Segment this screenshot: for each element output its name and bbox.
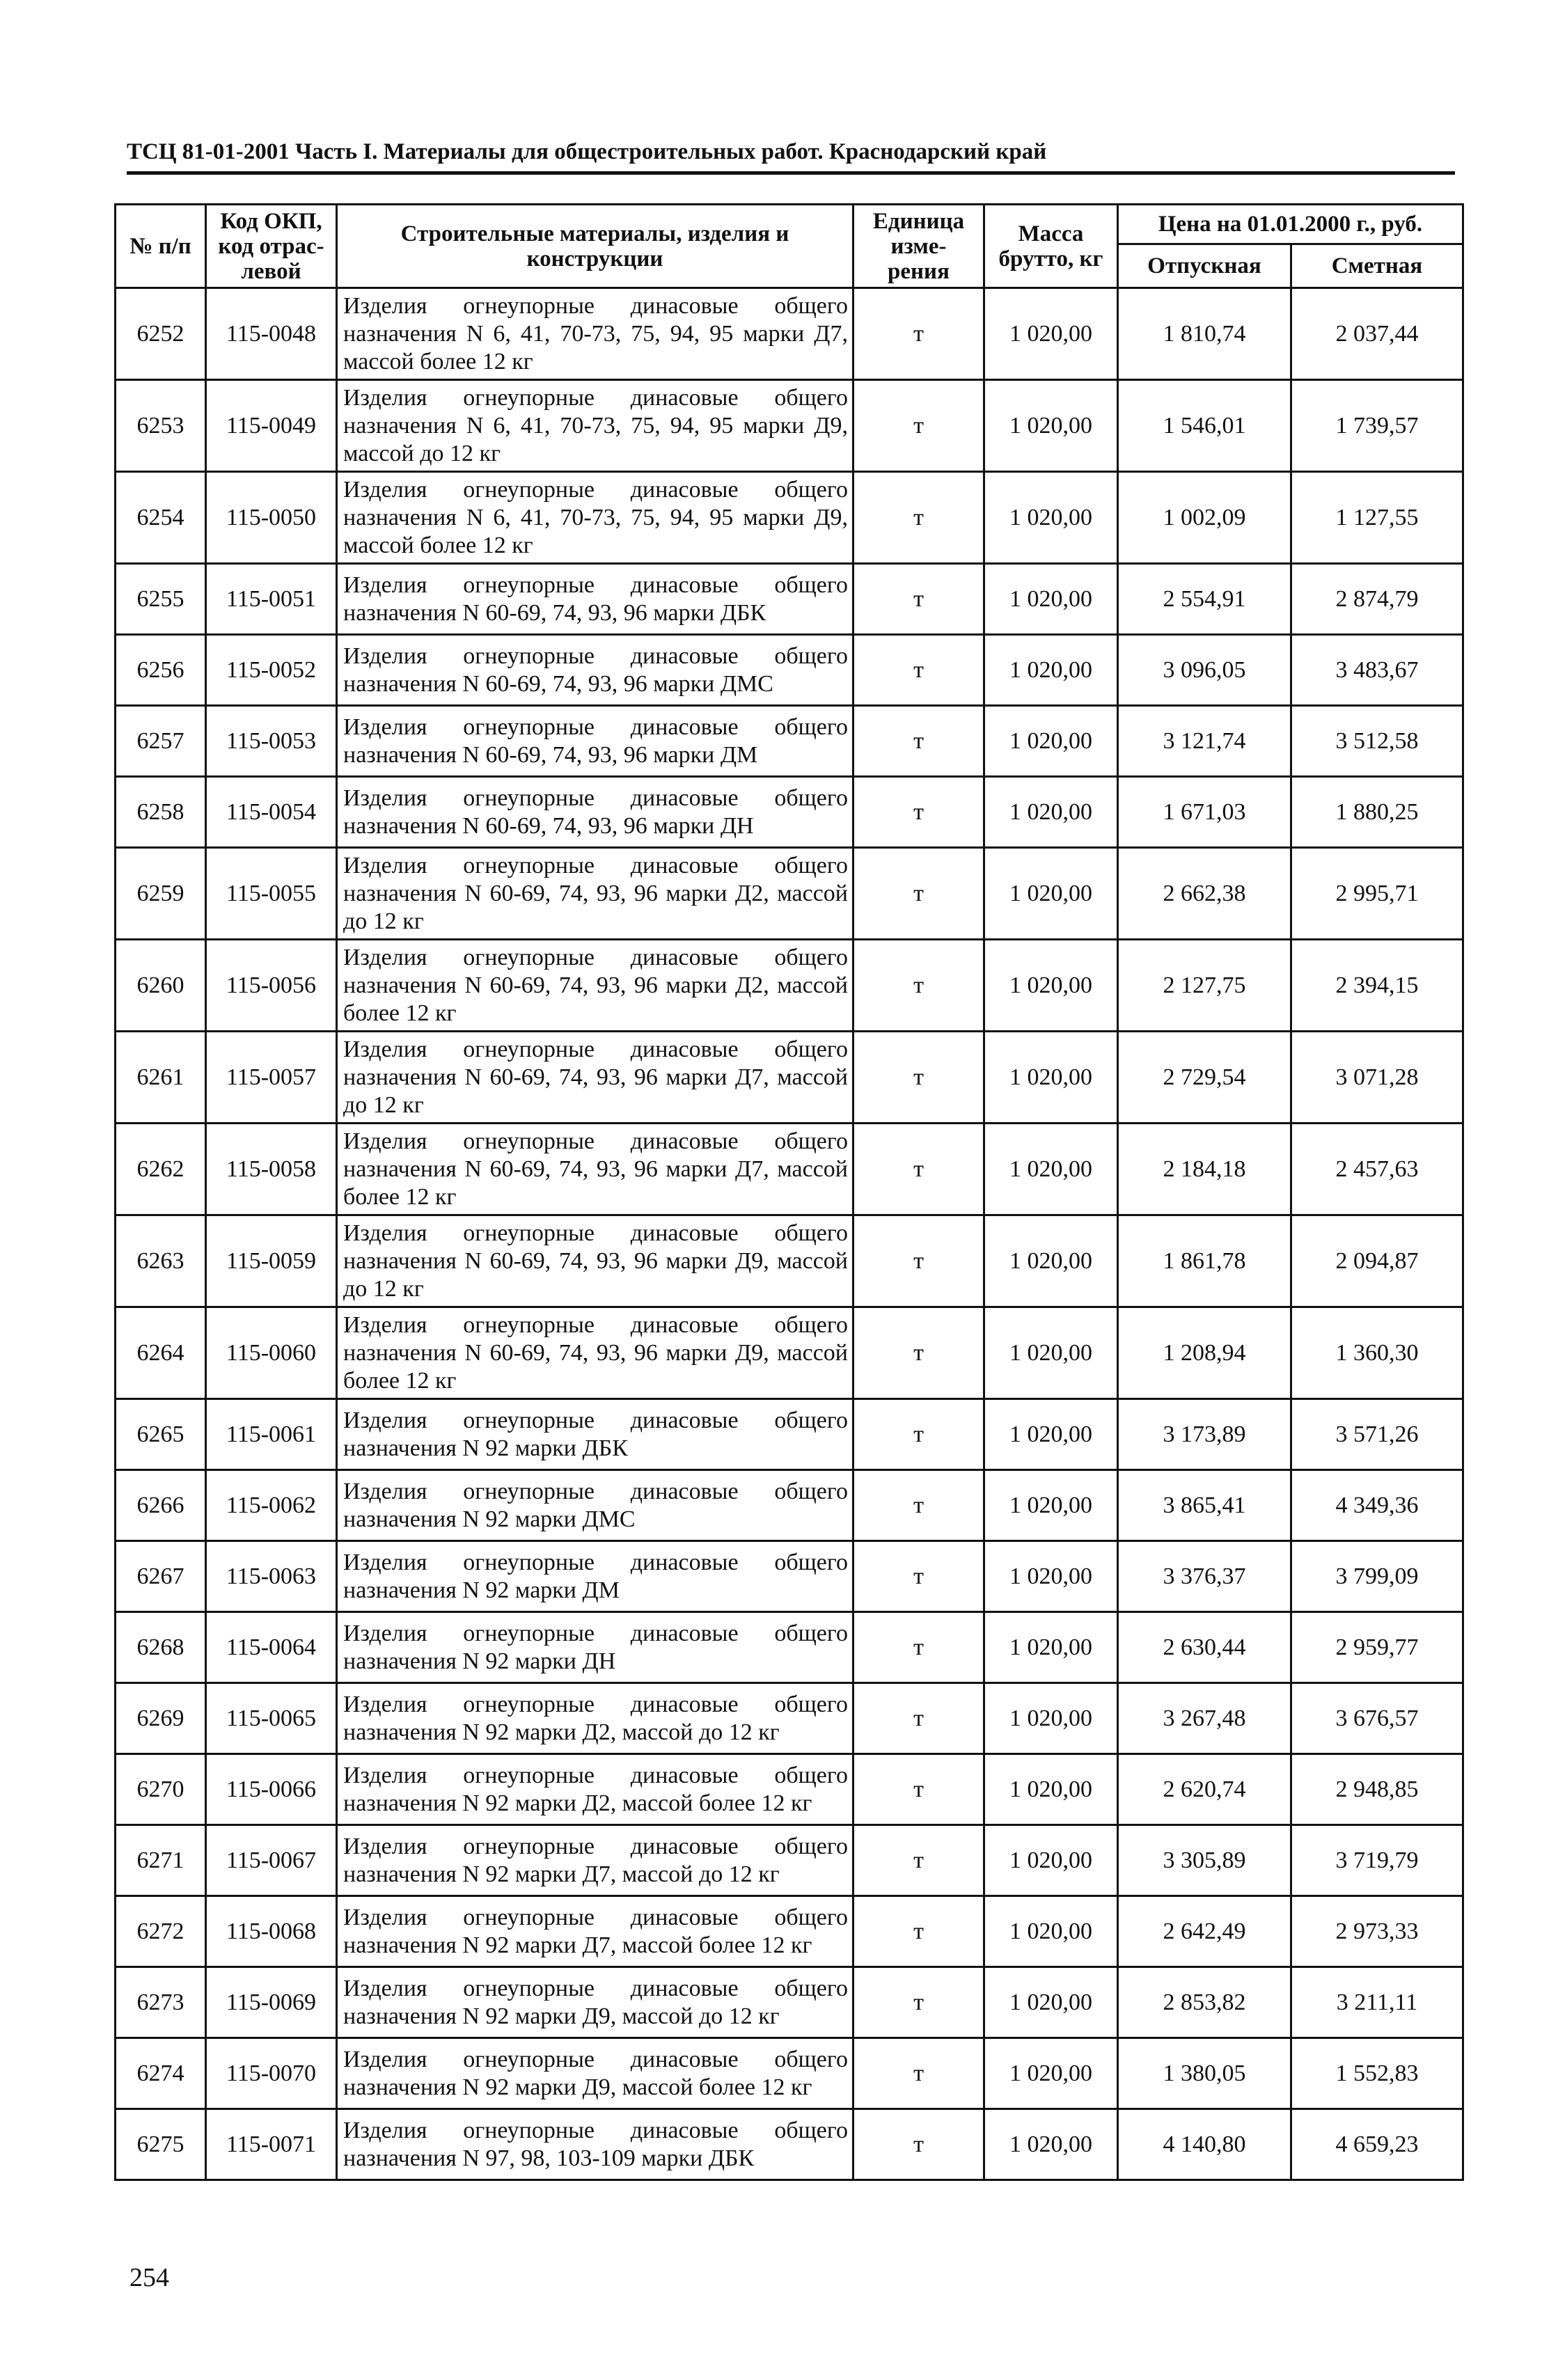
table-row	[116, 777, 1463, 848]
row-code: 115-0058	[206, 1124, 337, 1215]
row-number: 6275	[116, 2109, 206, 2180]
table-row	[116, 472, 1463, 564]
row-estimate-price: 1 880,25	[1291, 777, 1463, 848]
col-header-code: Код ОКП, код отрас-левой	[206, 205, 337, 288]
row-estimate-price: 3 211,11	[1291, 1967, 1463, 2038]
row-unit: т	[853, 1307, 984, 1399]
row-number: 6255	[116, 564, 206, 635]
row-release-price: 2 554,91	[1118, 564, 1291, 635]
col-header-release-price: Отпускная	[1118, 244, 1291, 288]
row-estimate-price: 2 874,79	[1291, 564, 1463, 635]
table-row	[116, 1683, 1463, 1754]
row-release-price: 3 376,37	[1118, 1541, 1291, 1612]
row-mass: 1 020,00	[984, 472, 1118, 564]
row-code: 115-0056	[206, 940, 337, 1032]
row-release-price: 3 096,05	[1118, 635, 1291, 706]
row-number: 6258	[116, 777, 206, 848]
row-mass: 1 020,00	[984, 1967, 1118, 2038]
table-row	[116, 1215, 1463, 1307]
row-number: 6264	[116, 1307, 206, 1399]
price-table	[114, 203, 1464, 2181]
row-number: 6256	[116, 635, 206, 706]
table-row	[116, 380, 1463, 472]
row-description: Изделия огнеупорные динасовые общего назначения N 60-69, 74, 93, 96 марки Д9, массой до 12 кг	[337, 1215, 853, 1307]
row-description: Изделия огнеупорные динасовые общего назначения N 6, 41, 70-73, 75, 94, 95 марки Д9, массой до 12 кг	[337, 380, 853, 472]
row-code: 115-0071	[206, 2109, 337, 2180]
row-code: 115-0060	[206, 1307, 337, 1399]
row-number: 6271	[116, 1825, 206, 1896]
row-estimate-price: 3 071,28	[1291, 1032, 1463, 1124]
row-unit: т	[853, 848, 984, 940]
table-row	[116, 564, 1463, 635]
col-header-estimate-price: Сметная	[1291, 244, 1463, 288]
row-unit: т	[853, 2038, 984, 2109]
row-release-price: 1 861,78	[1118, 1215, 1291, 1307]
row-unit: т	[853, 1754, 984, 1825]
row-description: Изделия огнеупорные динасовые общего назначения N 60-69, 74, 93, 96 марки Д7, массой более 12 кг	[337, 1124, 853, 1215]
row-unit: т	[853, 940, 984, 1032]
row-description: Изделия огнеупорные динасовые общего назначения N 60-69, 74, 93, 96 марки ДБК	[337, 564, 853, 635]
row-mass: 1 020,00	[984, 1541, 1118, 1612]
table-row	[116, 288, 1463, 380]
row-number: 6268	[116, 1612, 206, 1683]
row-mass: 1 020,00	[984, 1124, 1118, 1215]
row-mass: 1 020,00	[984, 635, 1118, 706]
row-number: 6265	[116, 1399, 206, 1470]
row-code: 115-0049	[206, 380, 337, 472]
row-code: 115-0051	[206, 564, 337, 635]
col-header-num: № п/п	[116, 205, 206, 288]
row-mass: 1 020,00	[984, 1470, 1118, 1541]
row-unit: т	[853, 564, 984, 635]
row-release-price: 2 662,38	[1118, 848, 1291, 940]
row-mass: 1 020,00	[984, 2109, 1118, 2180]
row-description: Изделия огнеупорные динасовые общего назначения N 92 марки Д2, массой до 12 кг	[337, 1683, 853, 1754]
row-estimate-price: 3 719,79	[1291, 1825, 1463, 1896]
row-number: 6262	[116, 1124, 206, 1215]
row-number: 6253	[116, 380, 206, 472]
row-release-price: 2 184,18	[1118, 1124, 1291, 1215]
header-row	[116, 205, 1463, 244]
row-unit: т	[853, 706, 984, 777]
row-unit: т	[853, 2109, 984, 2180]
row-description: Изделия огнеупорные динасовые общего назначения N 60-69, 74, 93, 96 марки Д2, массой до 12 кг	[337, 848, 853, 940]
table-row	[116, 706, 1463, 777]
row-mass: 1 020,00	[984, 848, 1118, 940]
row-description: Изделия огнеупорные динасовые общего назначения N 6, 41, 70-73, 75, 94, 95 марки Д7, массой более 12 кг	[337, 288, 853, 380]
table-row	[116, 1470, 1463, 1541]
row-estimate-price: 1 739,57	[1291, 380, 1463, 472]
row-estimate-price: 3 799,09	[1291, 1541, 1463, 1612]
row-unit: т	[853, 1541, 984, 1612]
table-row	[116, 1967, 1463, 2038]
row-release-price: 3 121,74	[1118, 706, 1291, 777]
row-code: 115-0050	[206, 472, 337, 564]
row-release-price: 3 173,89	[1118, 1399, 1291, 1470]
row-code: 115-0059	[206, 1215, 337, 1307]
row-unit: т	[853, 1124, 984, 1215]
row-release-price: 3 267,48	[1118, 1683, 1291, 1754]
row-release-price: 2 620,74	[1118, 1754, 1291, 1825]
row-unit: т	[853, 1215, 984, 1307]
row-mass: 1 020,00	[984, 1215, 1118, 1307]
row-unit: т	[853, 1825, 984, 1896]
row-code: 115-0063	[206, 1541, 337, 1612]
row-number: 6269	[116, 1683, 206, 1754]
row-release-price: 2 127,75	[1118, 940, 1291, 1032]
row-description: Изделия огнеупорные динасовые общего назначения N 92 марки ДМ	[337, 1541, 853, 1612]
table-row	[116, 1825, 1463, 1896]
row-code: 115-0064	[206, 1612, 337, 1683]
row-description: Изделия огнеупорные динасовые общего назначения N 92 марки Д2, массой более 12 кг	[337, 1754, 853, 1825]
row-release-price: 2 642,49	[1118, 1896, 1291, 1967]
row-code: 115-0062	[206, 1470, 337, 1541]
row-release-price: 2 729,54	[1118, 1032, 1291, 1124]
row-description: Изделия огнеупорные динасовые общего назначения N 60-69, 74, 93, 96 марки ДМС	[337, 635, 853, 706]
table-body	[116, 288, 1463, 2180]
page-number: 254	[129, 2263, 169, 2292]
table-row	[116, 635, 1463, 706]
row-mass: 1 020,00	[984, 380, 1118, 472]
table-row	[116, 2038, 1463, 2109]
row-release-price: 1 002,09	[1118, 472, 1291, 564]
row-code: 115-0065	[206, 1683, 337, 1754]
row-number: 6261	[116, 1032, 206, 1124]
row-number: 6259	[116, 848, 206, 940]
table-row	[116, 1124, 1463, 1215]
row-unit: т	[853, 1896, 984, 1967]
row-number: 6267	[116, 1541, 206, 1612]
row-unit: т	[853, 288, 984, 380]
table-row	[116, 1896, 1463, 1967]
row-estimate-price: 2 394,15	[1291, 940, 1463, 1032]
row-release-price: 1 546,01	[1118, 380, 1291, 472]
row-code: 115-0053	[206, 706, 337, 777]
row-unit: т	[853, 1399, 984, 1470]
row-description: Изделия огнеупорные динасовые общего назначения N 60-69, 74, 93, 96 марки Д7, массой до 12 кг	[337, 1032, 853, 1124]
row-description: Изделия огнеупорные динасовые общего назначения N 60-69, 74, 93, 96 марки Д9, массой более 12 кг	[337, 1307, 853, 1399]
row-unit: т	[853, 1032, 984, 1124]
row-mass: 1 020,00	[984, 1825, 1118, 1896]
row-release-price: 1 671,03	[1118, 777, 1291, 848]
row-release-price: 4 140,80	[1118, 2109, 1291, 2180]
row-code: 115-0057	[206, 1032, 337, 1124]
row-number: 6270	[116, 1754, 206, 1825]
page-header: ТСЦ 81-01-2001 Часть I. Материалы для общестроительных работ. Краснодарский край	[127, 139, 1047, 164]
row-estimate-price: 2 457,63	[1291, 1124, 1463, 1215]
row-release-price: 2 630,44	[1118, 1612, 1291, 1683]
row-description: Изделия огнеупорные динасовые общего назначения N 92 марки ДН	[337, 1612, 853, 1683]
row-unit: т	[853, 472, 984, 564]
row-release-price: 1 208,94	[1118, 1307, 1291, 1399]
row-description: Изделия огнеупорные динасовые общего назначения N 92 марки Д7, массой до 12 кг	[337, 1825, 853, 1896]
row-estimate-price: 1 360,30	[1291, 1307, 1463, 1399]
row-estimate-price: 2 094,87	[1291, 1215, 1463, 1307]
row-estimate-price: 2 037,44	[1291, 288, 1463, 380]
row-number: 6266	[116, 1470, 206, 1541]
row-estimate-price: 3 483,67	[1291, 635, 1463, 706]
table-row	[116, 940, 1463, 1032]
row-description: Изделия огнеупорные динасовые общего назначения N 97, 98, 103-109 марки ДБК	[337, 2109, 853, 2180]
table-row	[116, 1612, 1463, 1683]
row-estimate-price: 1 127,55	[1291, 472, 1463, 564]
row-estimate-price: 2 948,85	[1291, 1754, 1463, 1825]
row-estimate-price: 4 349,36	[1291, 1470, 1463, 1541]
row-code: 115-0055	[206, 848, 337, 940]
row-mass: 1 020,00	[984, 564, 1118, 635]
row-code: 115-0066	[206, 1754, 337, 1825]
row-number: 6260	[116, 940, 206, 1032]
table-row	[116, 848, 1463, 940]
col-header-mass: Масса брутто, кг	[984, 205, 1118, 288]
row-release-price: 1 380,05	[1118, 2038, 1291, 2109]
row-mass: 1 020,00	[984, 1612, 1118, 1683]
row-description: Изделия огнеупорные динасовые общего назначения N 92 марки ДМС	[337, 1470, 853, 1541]
row-code: 115-0048	[206, 288, 337, 380]
table-row	[116, 2109, 1463, 2180]
row-unit: т	[853, 380, 984, 472]
row-code: 115-0070	[206, 2038, 337, 2109]
row-description: Изделия огнеупорные динасовые общего назначения N 6, 41, 70-73, 75, 94, 95 марки Д9, массой более 12 кг	[337, 472, 853, 564]
row-estimate-price: 3 676,57	[1291, 1683, 1463, 1754]
row-unit: т	[853, 1683, 984, 1754]
row-code: 115-0052	[206, 635, 337, 706]
row-description: Изделия огнеупорные динасовые общего назначения N 92 марки ДБК	[337, 1399, 853, 1470]
row-number: 6254	[116, 472, 206, 564]
row-unit: т	[853, 1967, 984, 2038]
row-mass: 1 020,00	[984, 940, 1118, 1032]
row-unit: т	[853, 1470, 984, 1541]
row-estimate-price: 4 659,23	[1291, 2109, 1463, 2180]
table-row	[116, 1032, 1463, 1124]
row-mass: 1 020,00	[984, 1307, 1118, 1399]
row-description: Изделия огнеупорные динасовые общего назначения N 92 марки Д7, массой более 12 кг	[337, 1896, 853, 1967]
row-estimate-price: 3 571,26	[1291, 1399, 1463, 1470]
row-mass: 1 020,00	[984, 2038, 1118, 2109]
row-number: 6252	[116, 288, 206, 380]
row-number: 6272	[116, 1896, 206, 1967]
table-row	[116, 1754, 1463, 1825]
row-mass: 1 020,00	[984, 1754, 1118, 1825]
row-release-price: 2 853,82	[1118, 1967, 1291, 2038]
row-unit: т	[853, 635, 984, 706]
row-estimate-price: 1 552,83	[1291, 2038, 1463, 2109]
row-unit: т	[853, 777, 984, 848]
row-release-price: 1 810,74	[1118, 288, 1291, 380]
col-header-price-group: Цена на 01.01.2000 г., руб.	[1118, 205, 1463, 244]
row-number: 6257	[116, 706, 206, 777]
row-mass: 1 020,00	[984, 1032, 1118, 1124]
row-description: Изделия огнеупорные динасовые общего назначения N 60-69, 74, 93, 96 марки ДМ	[337, 706, 853, 777]
header-rule	[127, 171, 1455, 175]
row-estimate-price: 2 973,33	[1291, 1896, 1463, 1967]
row-number: 6263	[116, 1215, 206, 1307]
row-estimate-price: 3 512,58	[1291, 706, 1463, 777]
table-row	[116, 1307, 1463, 1399]
row-release-price: 3 305,89	[1118, 1825, 1291, 1896]
row-code: 115-0069	[206, 1967, 337, 2038]
row-unit: т	[853, 1612, 984, 1683]
row-code: 115-0068	[206, 1896, 337, 1967]
row-description: Изделия огнеупорные динасовые общего назначения N 92 марки Д9, массой более 12 кг	[337, 2038, 853, 2109]
row-code: 115-0054	[206, 777, 337, 848]
row-estimate-price: 2 959,77	[1291, 1612, 1463, 1683]
row-code: 115-0061	[206, 1399, 337, 1470]
row-description: Изделия огнеупорные динасовые общего назначения N 92 марки Д9, массой до 12 кг	[337, 1967, 853, 2038]
row-mass: 1 020,00	[984, 1896, 1118, 1967]
row-description: Изделия огнеупорные динасовые общего назначения N 60-69, 74, 93, 96 марки Д2, массой более 12 кг	[337, 940, 853, 1032]
row-mass: 1 020,00	[984, 1399, 1118, 1470]
row-mass: 1 020,00	[984, 288, 1118, 380]
row-number: 6273	[116, 1967, 206, 2038]
row-mass: 1 020,00	[984, 706, 1118, 777]
row-mass: 1 020,00	[984, 1683, 1118, 1754]
row-code: 115-0067	[206, 1825, 337, 1896]
col-header-unit: Единица изме-рения	[853, 205, 984, 288]
row-release-price: 3 865,41	[1118, 1470, 1291, 1541]
row-number: 6274	[116, 2038, 206, 2109]
row-estimate-price: 2 995,71	[1291, 848, 1463, 940]
row-description: Изделия огнеупорные динасовые общего назначения N 60-69, 74, 93, 96 марки ДН	[337, 777, 853, 848]
table-row	[116, 1541, 1463, 1612]
table-row	[116, 1399, 1463, 1470]
row-mass: 1 020,00	[984, 777, 1118, 848]
col-header-name: Строительные материалы, изделия и конструкции	[337, 205, 853, 288]
